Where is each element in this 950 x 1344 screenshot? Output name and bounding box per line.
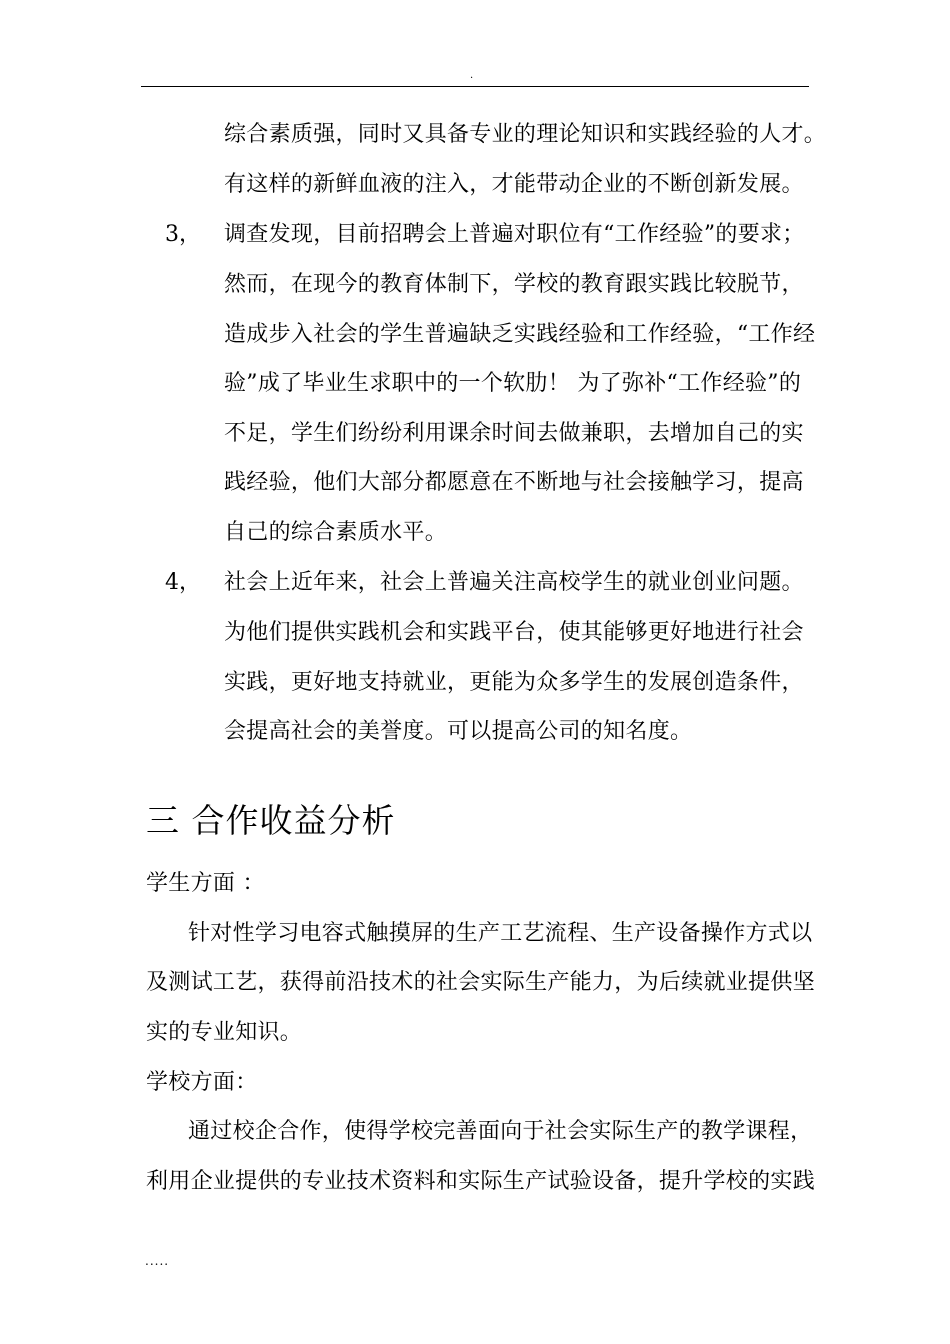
paragraph-line: 然而，在现今的教育体制下，学校的教育跟实践比较脱节， [224, 272, 804, 297]
paragraph-line: 调查发现，目前招聘会上普遍对职位有“工作经验”的要求； [224, 222, 805, 247]
school-label: 学校方面： [146, 1070, 258, 1095]
students-label: 学生方面 ： [146, 871, 265, 896]
paragraph-line: 通过校企合作，使得学校完善面向于社会实际生产的教学课程， [188, 1119, 813, 1144]
paragraph-line: 会提高社会的美誉度。可以提高公司的知名度。 [224, 719, 693, 744]
paragraph-line: 为他们提供实践机会和实践平台，使其能够更好地进行社会 [224, 620, 804, 645]
section-heading: 三 合作收益分析 [146, 801, 396, 840]
paragraph-line: 综合素质强，同时又具备专业的理论知识和实践经验的人才。 [224, 122, 827, 147]
paragraph-line: 不足，学生们纷纷利用课余时间去做兼职，去增加自己的实 [224, 421, 804, 446]
header-rule [141, 86, 809, 87]
paragraph-line: 社会上近年来，社会上普遍关注高校学生的就业创业问题。 [224, 570, 804, 595]
paragraph-line: 利用企业提供的专业技术资料和实际生产试验设备，提升学校的实践 [146, 1169, 816, 1194]
paragraph-line: 针对性学习电容式触摸屏的生产工艺流程、生产设备操作方式以 [188, 921, 813, 946]
paragraph-line: 实践，更好地支持就业，更能为众多学生的发展创造条件， [224, 670, 804, 695]
list-number-4: 4， [165, 570, 201, 595]
footer-mark: ..... [145, 1254, 170, 1268]
paragraph-line: 自己的综合素质水平。 [224, 520, 448, 545]
paragraph-line: 验”成了毕业生求职中的一个软肋！ 为了弥补“工作经验”的 [224, 371, 802, 396]
header-mark: . [470, 70, 474, 81]
paragraph-line: 实的专业知识。 [146, 1020, 303, 1045]
paragraph-line: 践经验，他们大部分都愿意在不断地与社会接触学习，提高 [224, 470, 804, 495]
paragraph-line: 造成步入社会的学生普遍缺乏实践经验和工作经验，“工作经 [224, 322, 816, 347]
paragraph-line: 有这样的新鲜血液的注入，才能带动企业的不断创新发展。 [224, 172, 804, 197]
list-number-3: 3， [165, 222, 201, 247]
paragraph-line: 及测试工艺，获得前沿技术的社会实际生产能力，为后续就业提供坚 [146, 970, 816, 995]
